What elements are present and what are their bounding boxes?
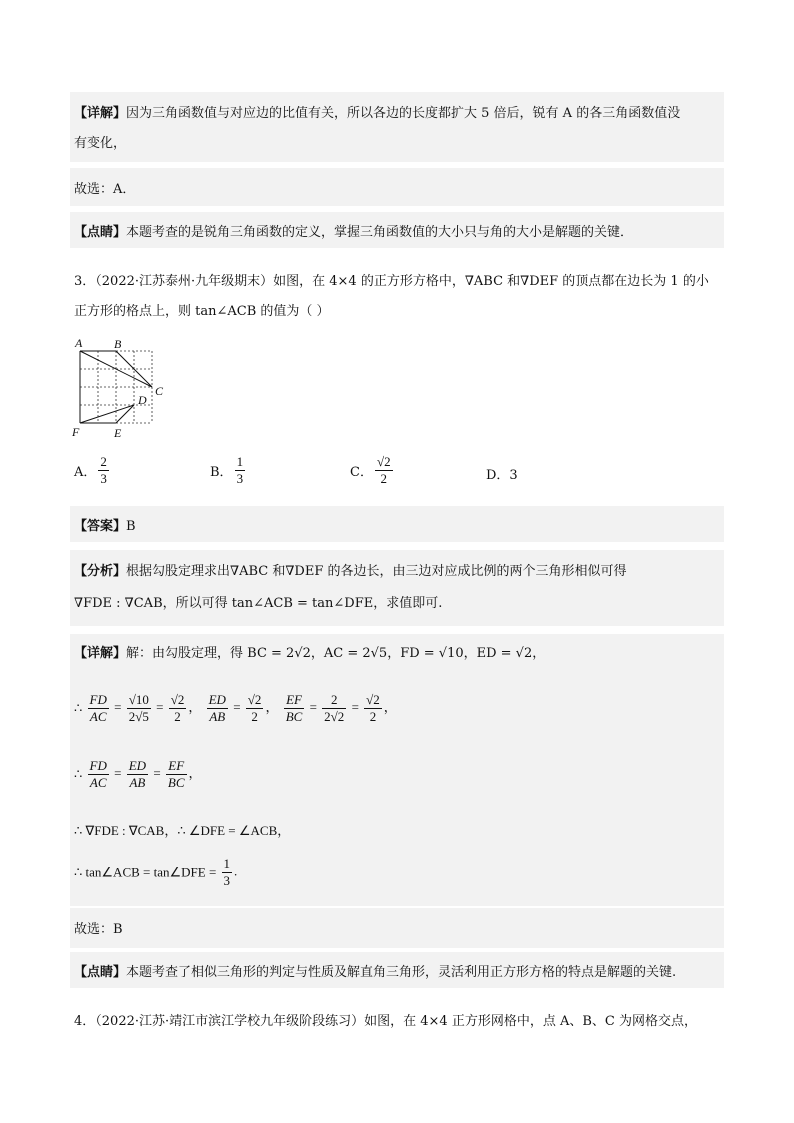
comment3-tag: 【点睛】 [74,965,127,980]
point-label-c: C [155,384,164,398]
detail-block-q3 [70,634,724,906]
analysis-block [70,550,724,626]
detail3-line5: ∴ tan∠ACB = tan∠DFE = $\frac{1}{3}$ . [74,856,238,888]
comment-block-q3 [70,952,724,988]
detail3-line1: 解：由勾股定理，得 BC = 2√2，AC = 2√5，FD = √10，ED = √2， [126,646,546,661]
answer-tag: 【答案】 [74,519,127,534]
question-4-line1: 4．（2022·江苏·靖江市滨江学校九年级阶段练习）如图，在 4×4 正方形网格中，点 A、B、C 为网格交点， [74,1014,697,1029]
options-row [70,454,724,494]
point-label-b: B [114,337,122,351]
point-label-d: D [138,393,147,407]
detail-text-line1: 因为三角函数值与对应边的比值有关，所以各边的长度都扩大 5 倍后，锐有 A 的各三角函数值没 [126,106,681,121]
analysis-tag: 【分析】 [74,564,127,579]
comment-block-q2 [70,212,724,248]
option-b[interactable]: B． $\frac{1}{3}$ [210,454,244,486]
detail3-line4: ∴ ∇FDE : ∇CAB，∴ ∠DFE = ∠ACB， [74,823,291,838]
grid-figure-svg [70,333,180,443]
option-a[interactable]: A． $\frac{2}{3}$ [74,454,107,486]
ratio-row-2: ∴ $\frac{FD}{AC}$ = $\frac{ED}{AB}$ = $\frac{EF}{BC}$ ， [74,758,202,790]
choice-text: 故选：A． [74,182,136,197]
answer-text: B [126,519,136,534]
question-4 [70,1006,724,1036]
question-3-line2: 正方形的格点上，则 tan∠ACB 的值为（ ） [74,304,330,319]
detail-block-q2 [70,92,724,162]
question-3-line1: 3．（2022·江苏泰州·九年级期末）如图，在 4×4 的正方形方格中，∇ABC 和∇DEF 的顶点都在边长为 1 的小 [74,274,709,289]
comment-text: 本题考查的是锐角三角函数的定义，掌握三角函数值的大小只与角的大小是解题的关键． [126,225,634,240]
detail3-choice: 故选：B [74,922,123,937]
ratio-row-1: ∴ $\frac{FD}{AC}$ = $\frac{√10}{2√5}$ = $\frac{√2}{2}$ ， $\frac{ED}{AB}$ = $\frac{√2}{2}$ ， $\frac{EF}{BC}$ = $\frac{2}{2√2}$ = $\frac{√2}{2}$ ， [74,692,397,724]
comment-tag: 【点睛】 [74,225,127,240]
analysis-line2: ∇FDE : ∇CAB，所以可得 tan∠ACB = tan∠DFE，求值即可. [74,596,443,611]
detail3-choice-block [70,908,724,948]
question-3 [70,262,724,324]
point-label-e: E [114,426,122,440]
answer-block [70,506,724,542]
detail-text-line2: 有变化， [74,136,127,151]
choice-block-q2 [70,168,724,206]
option-d[interactable]: D．3 [486,468,518,483]
option-c[interactable]: C． $\frac{√2}{2}$ [350,454,391,486]
point-label-a: A [75,336,83,350]
detail3-tag: 【详解】 [74,646,127,661]
point-label-f: F [72,425,80,439]
detail-tag: 【详解】 [74,106,127,121]
analysis-line1: 根据勾股定理求出∇ABC 和∇DEF 的各边长，由三边对应成比例的两个三角形相似可得 [126,564,627,579]
grid-figure [70,333,180,443]
comment3-text: 本题考查了相似三角形的判定与性质及解直角三角形，灵活利用正方形方格的特点是解题的关键. [126,965,677,980]
